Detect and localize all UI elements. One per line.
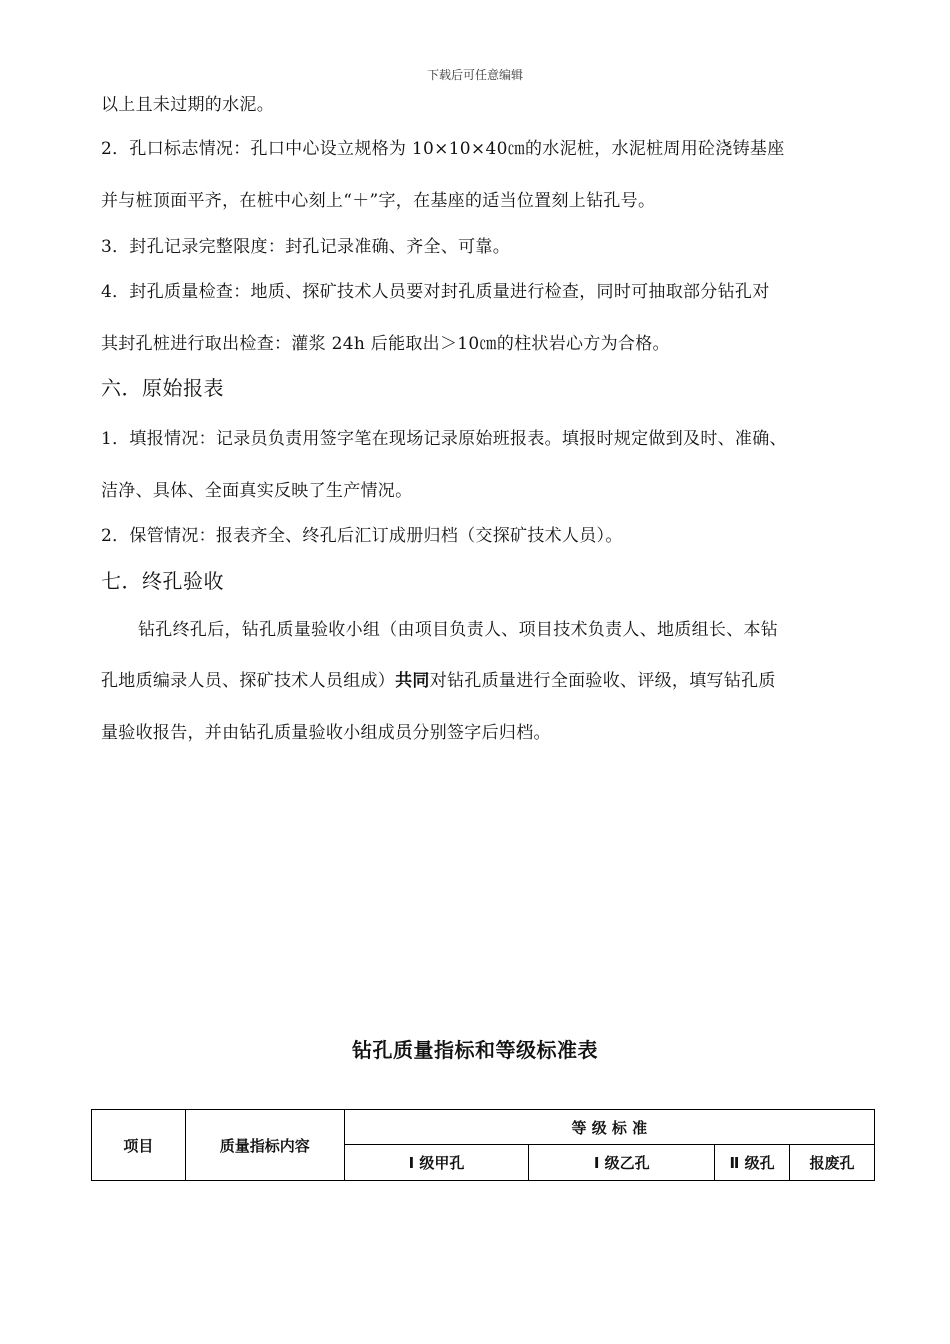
quality-grade-table <box>91 1109 875 1181</box>
text-line <box>101 666 776 691</box>
text-line: 2．保管情况：报表齐全、终孔后汇订成册归档（交探矿技术人员）。 <box>101 526 623 546</box>
text-line: 并与桩顶面平齐，在桩中心刻上“＋”字，在基座的适当位置刻上钻孔号。 <box>101 191 656 211</box>
text-line: 3．封孔记录完整限度：封孔记录准确、齐全、可靠。 <box>101 237 511 257</box>
header-item-cell: 项目 <box>92 1110 186 1181</box>
text-line: 4．封孔质量检查：地质、探矿技术人员要对封孔质量进行检查，同时可抽取部分钻孔对 <box>101 282 770 302</box>
text-line: 量验收报告，并由钻孔质量验收小组成员分别签字后归档。 <box>101 723 551 743</box>
table-header-row <box>92 1110 875 1145</box>
text-span: 孔地质编录人员、探矿技术人员组成） <box>101 671 396 691</box>
text-line: 钻孔终孔后，钻孔质量验收小组（由项目负责人、项目技术负责人、地质组长、本钻 <box>138 620 779 640</box>
grade-2-cell: Ⅱ 级孔 <box>715 1145 790 1181</box>
grade-1b-cell: Ⅰ 级乙孔 <box>529 1145 715 1181</box>
section-heading-original-report: 六．原始报表 <box>101 376 224 400</box>
text-line: 1．填报情况：记录员负责用签字笔在现场记录原始班报表。填报时规定做到及时、准确、 <box>101 429 787 449</box>
section-heading-final-acceptance: 七．终孔验收 <box>101 569 224 593</box>
text-line: 以上且未过期的水泥。 <box>101 95 274 115</box>
text-line: 其封孔桩进行取出检查：灌浆 24h 后能取出＞10㎝的柱状岩心方为合格。 <box>101 334 670 354</box>
header-content-cell: 质量指标内容 <box>185 1110 344 1181</box>
table-title: 钻孔质量指标和等级标准表 <box>352 1038 598 1062</box>
grade-1a-cell: Ⅰ 级甲孔 <box>344 1145 529 1181</box>
text-line: 洁净、具体、全面真实反映了生产情况。 <box>101 481 413 501</box>
text-line: 2．孔口标志情况：孔口中心设立规格为 10×10×40㎝的水泥桩，水泥桩周用砼浇铸基座 <box>101 139 785 159</box>
page-header-note: 下载后可任意编辑 <box>426 68 523 82</box>
header-grade-standard-cell: 等 级 标 准 <box>344 1110 874 1145</box>
grade-scrap-cell: 报废孔 <box>790 1145 875 1181</box>
text-span: 对钻孔质量进行全面验收、评级，填写钻孔质 <box>429 671 776 691</box>
bold-text-span: 共同 <box>395 671 430 691</box>
